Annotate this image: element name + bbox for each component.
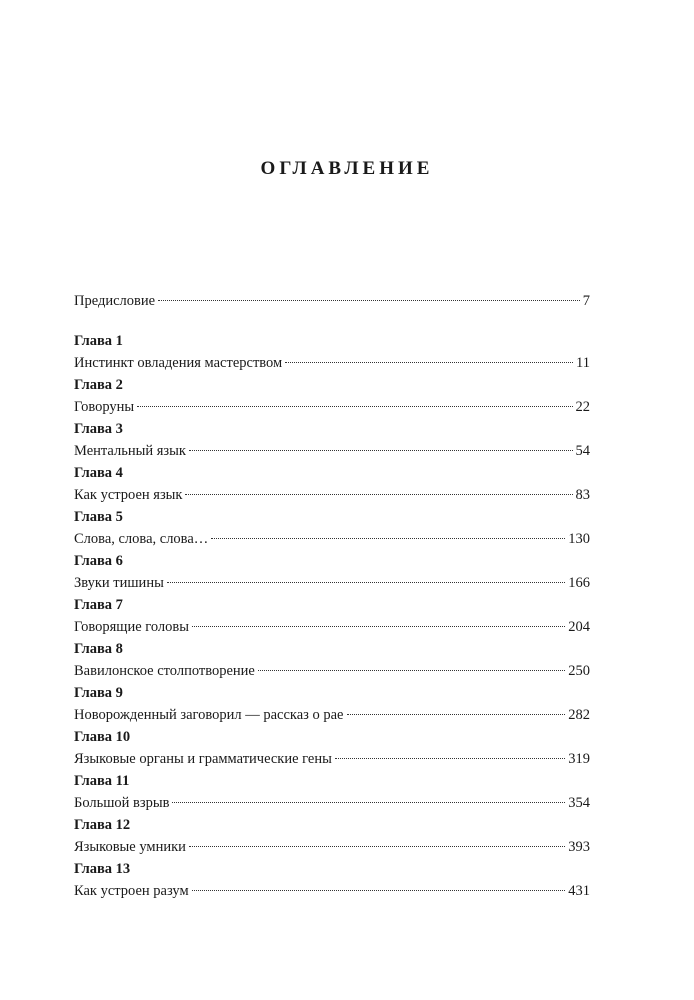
dot-leader	[172, 802, 565, 803]
dot-leader	[285, 362, 573, 363]
toc-entry	[74, 352, 590, 374]
toc-entry	[74, 792, 590, 814]
toc-entry-label: Говоруны	[74, 399, 135, 415]
toc-entry-page: 130	[568, 531, 590, 547]
toc-entry-page: 22	[575, 399, 590, 415]
dot-leader	[167, 582, 565, 583]
toc-chapter[interactable]	[74, 814, 590, 858]
dot-leader	[158, 300, 580, 301]
toc-chapter[interactable]	[74, 418, 590, 462]
page-title: ОГЛАВЛЕНИЕ	[260, 158, 434, 179]
dot-leader	[258, 670, 565, 671]
toc-entry-label: Предисловие	[74, 293, 156, 309]
toc-entry-page: 250	[568, 663, 590, 679]
toc-chapter[interactable]	[74, 858, 590, 902]
dot-leader	[192, 626, 565, 627]
toc-entry-page: 204	[568, 619, 590, 635]
chapter-heading: Глава 10	[74, 729, 131, 745]
toc-entry-page: 7	[582, 293, 590, 309]
toc-entry	[74, 704, 590, 726]
toc-entry	[74, 440, 590, 462]
dot-leader	[192, 890, 566, 891]
dot-leader	[185, 494, 572, 495]
toc-entry-label: Большой взрыв	[74, 795, 170, 811]
toc-entry-page: 166	[568, 575, 590, 591]
toc-entry-label: Языковые умники	[74, 839, 186, 855]
toc-entry-label: Звуки тишины	[74, 575, 164, 591]
chapter-heading: Глава 4	[74, 465, 123, 481]
table-of-contents	[74, 290, 590, 902]
toc-entry-preface[interactable]	[74, 290, 590, 312]
chapter-heading: Глава 5	[74, 509, 123, 525]
toc-entry-label: Слова, слова, слова…	[74, 531, 209, 547]
dot-leader	[137, 406, 572, 407]
toc-entry-label: Новорожденный заговорил — рассказ о рае	[74, 707, 344, 723]
toc-entry	[74, 880, 590, 902]
toc-entry	[74, 396, 590, 418]
toc-entry	[74, 836, 590, 858]
toc-chapter[interactable]	[74, 374, 590, 418]
toc-entry	[74, 572, 590, 594]
toc-entry-page: 431	[568, 883, 590, 899]
toc-entry-page: 11	[576, 355, 590, 371]
toc-entry-label: Как устроен язык	[74, 487, 183, 503]
toc-chapter[interactable]	[74, 506, 590, 550]
toc-entry	[74, 660, 590, 682]
toc-chapter[interactable]	[74, 682, 590, 726]
dot-leader	[189, 846, 565, 847]
dot-leader	[347, 714, 566, 715]
chapter-heading: Глава 3	[74, 421, 123, 437]
chapter-heading: Глава 11	[74, 773, 130, 789]
toc-entry-page: 83	[575, 487, 590, 503]
chapter-heading: Глава 2	[74, 377, 123, 393]
chapter-heading: Глава 13	[74, 861, 131, 877]
toc-entry	[74, 748, 590, 770]
toc-chapter[interactable]	[74, 594, 590, 638]
chapter-heading: Глава 7	[74, 597, 123, 613]
toc-entry-label: Языковые органы и грамматические гены	[74, 751, 332, 767]
toc-entry-page: 319	[568, 751, 590, 767]
chapter-heading: Глава 6	[74, 553, 123, 569]
toc-entry-page: 54	[575, 443, 590, 459]
toc-entry-label: Ментальный язык	[74, 443, 186, 459]
toc-entry	[74, 616, 590, 638]
toc-chapter[interactable]	[74, 330, 590, 374]
toc-entry-label: Инстинкт овладения мастерством	[74, 355, 283, 371]
dot-leader	[211, 538, 565, 539]
toc-chapter[interactable]	[74, 550, 590, 594]
chapter-heading: Глава 8	[74, 641, 123, 657]
dot-leader	[189, 450, 573, 451]
toc-chapter[interactable]	[74, 726, 590, 770]
toc-entry-page: 354	[568, 795, 590, 811]
dot-leader	[335, 758, 565, 759]
toc-entry	[74, 484, 590, 506]
toc-entry-label: Как устроен разум	[74, 883, 189, 899]
toc-chapter[interactable]	[74, 770, 590, 814]
chapter-heading: Глава 1	[74, 333, 123, 349]
toc-entry	[74, 528, 590, 550]
toc-chapter[interactable]	[74, 638, 590, 682]
toc-entry-page: 393	[568, 839, 590, 855]
chapter-heading: Глава 12	[74, 817, 131, 833]
chapter-heading: Глава 9	[74, 685, 123, 701]
toc-entry-label: Вавилонское столпотворение	[74, 663, 255, 679]
toc-entry-label: Говорящие головы	[74, 619, 189, 635]
toc-entry-page: 282	[568, 707, 590, 723]
toc-chapter[interactable]	[74, 462, 590, 506]
